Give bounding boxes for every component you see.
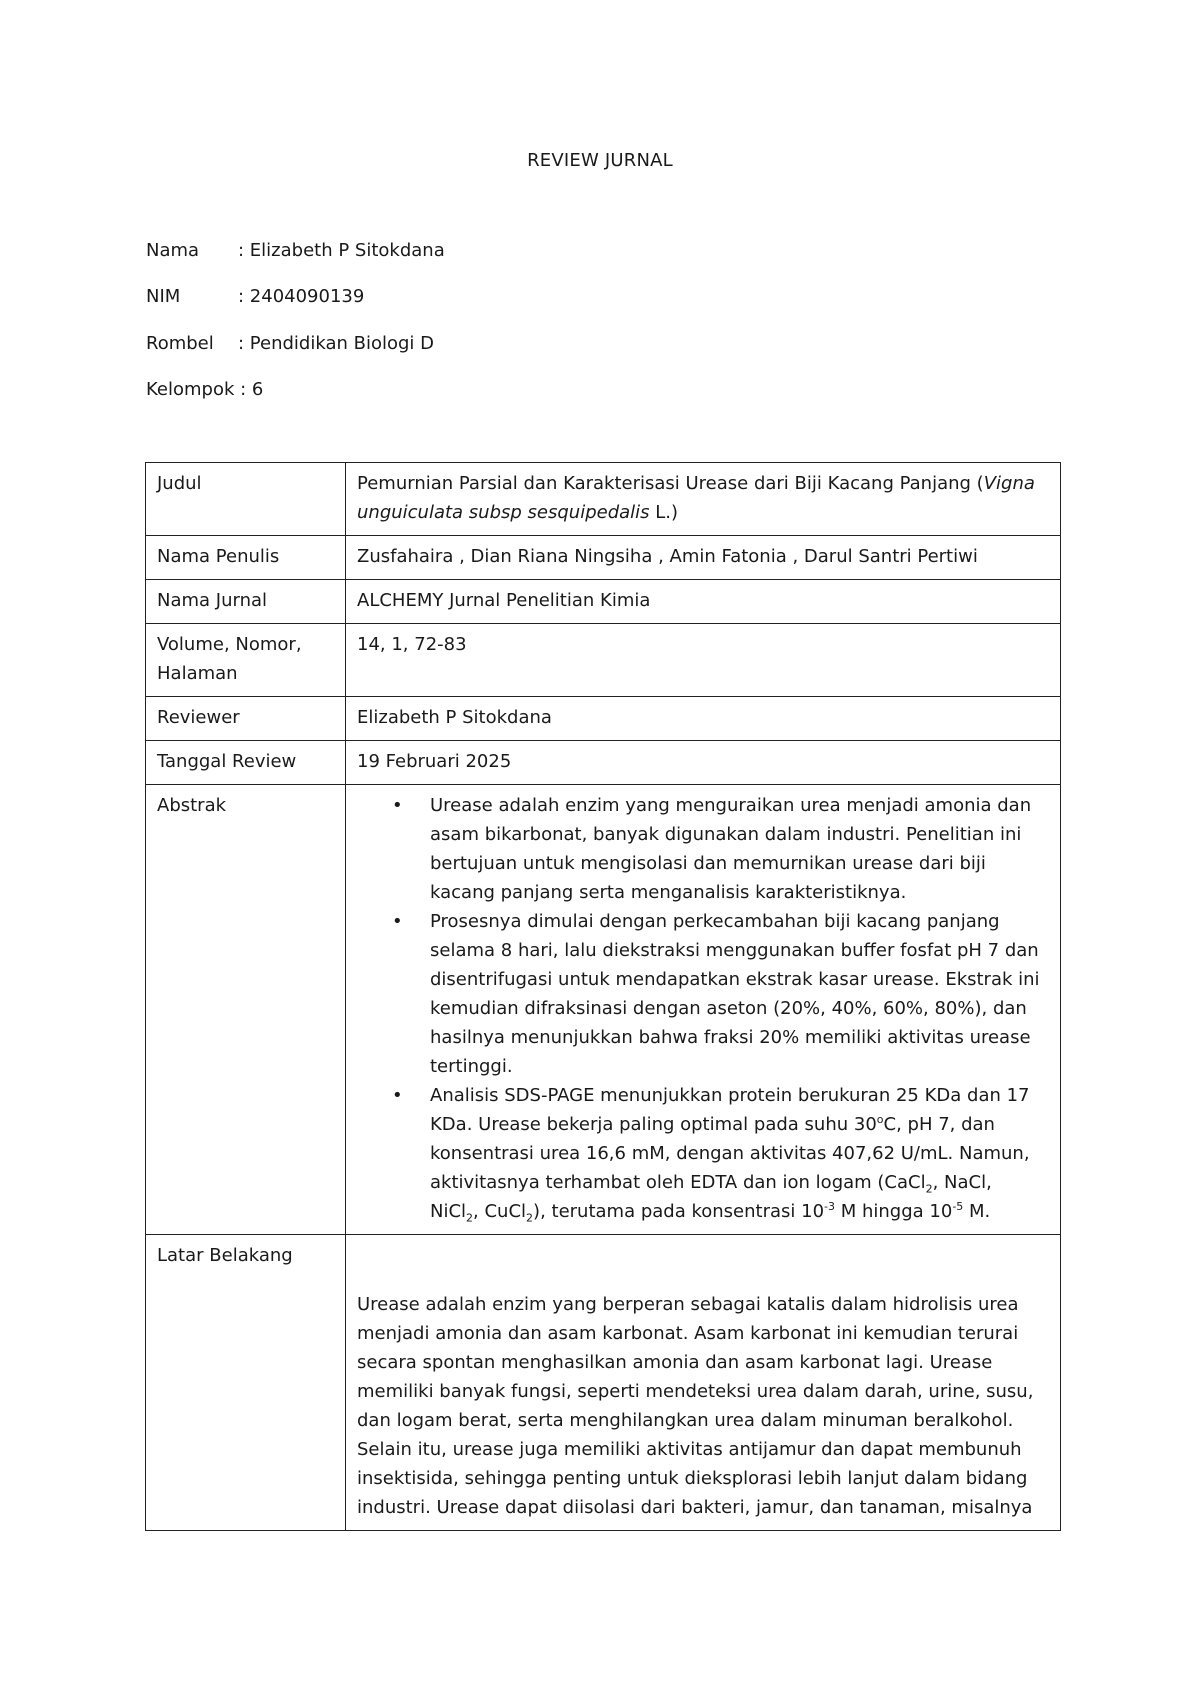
row-tanggal (146, 741, 1061, 785)
info-nama (146, 240, 445, 261)
row-latar (146, 1235, 1061, 1531)
info-rombel (146, 333, 434, 354)
kelompok-text: Kelompok : 6 (146, 379, 264, 400)
jurnal-value: ALCHEMY Jurnal Penelitian Kimia (346, 580, 1061, 624)
tanggal-value: 19 Februari 2025 (346, 741, 1061, 785)
abstrak-list (357, 791, 1050, 1226)
abstrak-label: Abstrak (146, 785, 346, 1235)
latar-value: Urease adalah enzim yang berperan sebagai katalis dalam hidrolisis urea menjadi amonia dan asam karbonat. Asam karbonat ini kemudian terurai secara spontan menghasilkan amonia dan asam karbonat lagi. Urease memiliki banyak fungsi, seperti mendeteksi urea dalam darah, urine, susu, dan logam berat, serta menghilangkan urea dalam minuman beralkohol. Selain itu, urease juga memiliki aktivitas antijamur dan dapat membunuh insektisida, sehingga penting untuk dieksplorasi lebih lanjut dalam bidang industri. Urease dapat diisolasi dari bakteri, jamur, dan tanaman, misalnya (357, 1294, 1034, 1518)
info-kelompok (146, 379, 263, 400)
judul-value (346, 463, 1061, 536)
latar-cell (346, 1235, 1061, 1531)
nama-value: : Elizabeth P Sitokdana (238, 240, 445, 261)
row-reviewer (146, 697, 1061, 741)
abstrak-bullet-3: • Analisis SDS-PAGE menunjukkan protein berukuran 25 KDa dan 17 KDa. Urease bekerja paling optimal pada suhu 30$^o$C, pH 7, dan konsentrasi urea 16,6 mM, dengan aktivitas 407,62 U/mL. Namun, aktivitasnya terhambat oleh EDTA dan ion logam (CaCl$_2$, NaCl, NiCl$_2$, CuCl$_2$), terutama pada konsentrasi $10^{-3}$ M hingga $10^{-5}$ M. (357, 1081, 1050, 1226)
rombel-label: Rombel (146, 333, 214, 354)
abstrak-value (346, 785, 1061, 1235)
page-title: REVIEW JURNAL (527, 150, 673, 171)
info-nim (146, 286, 364, 307)
nim-value: : 2404090139 (238, 286, 365, 307)
row-volume (146, 624, 1061, 697)
reviewer-value: Elizabeth P Sitokdana (346, 697, 1061, 741)
row-penulis (146, 536, 1061, 580)
nim-label: NIM (146, 286, 181, 307)
judul-label: Judul (146, 463, 346, 536)
jurnal-label: Nama Jurnal (146, 580, 346, 624)
row-abstrak (146, 785, 1061, 1235)
review-table (145, 462, 1061, 1531)
reviewer-label: Reviewer (146, 697, 346, 741)
abstrak-bullet-2: • Prosesnya dimulai dengan perkecambahan biji kacang panjang selama 8 hari, lalu diekstraksi menggunakan buffer fosfat pH 7 dan disentrifugasi untuk mendapatkan ekstrak kasar urease. Ekstrak ini kemudian difraksinasi dengan aseton (20%, 40%, 60%, 80%), dan hasilnya menunjukkan bahwa fraksi 20% memiliki aktivitas urease tertinggi. (357, 907, 1050, 1081)
rombel-value: : Pendidikan Biologi D (238, 333, 434, 354)
judul-value-pre: Pemurnian Parsial dan Karakterisasi Urease dari Biji Kacang Panjang ( (357, 473, 984, 494)
judul-value-post: L.) (649, 502, 679, 523)
penulis-value: Zusfahaira , Dian Riana Ningsiha , Amin Fatonia , Darul Santri Pertiwi (346, 536, 1061, 580)
judul-value-species: Vigna unguiculata subsp sesquipedalis (357, 473, 1035, 523)
tanggal-label: Tanggal Review (146, 741, 346, 785)
abstrak-bullet-1: • Urease adalah enzim yang menguraikan urea menjadi amonia dan asam bikarbonat, banyak digunakan dalam industri. Penelitian ini bertujuan untuk mengisolasi dan memurnikan urease dari biji kacang panjang serta menganalisis karakteristiknya. (357, 791, 1050, 907)
volume-value: 14, 1, 72-83 (346, 624, 1061, 697)
volume-label: Volume, Nomor, Halaman (146, 624, 346, 697)
nama-label: Nama (146, 240, 200, 261)
row-jurnal (146, 580, 1061, 624)
penulis-label: Nama Penulis (146, 536, 346, 580)
row-judul (146, 463, 1061, 536)
latar-label: Latar Belakang (146, 1235, 346, 1531)
